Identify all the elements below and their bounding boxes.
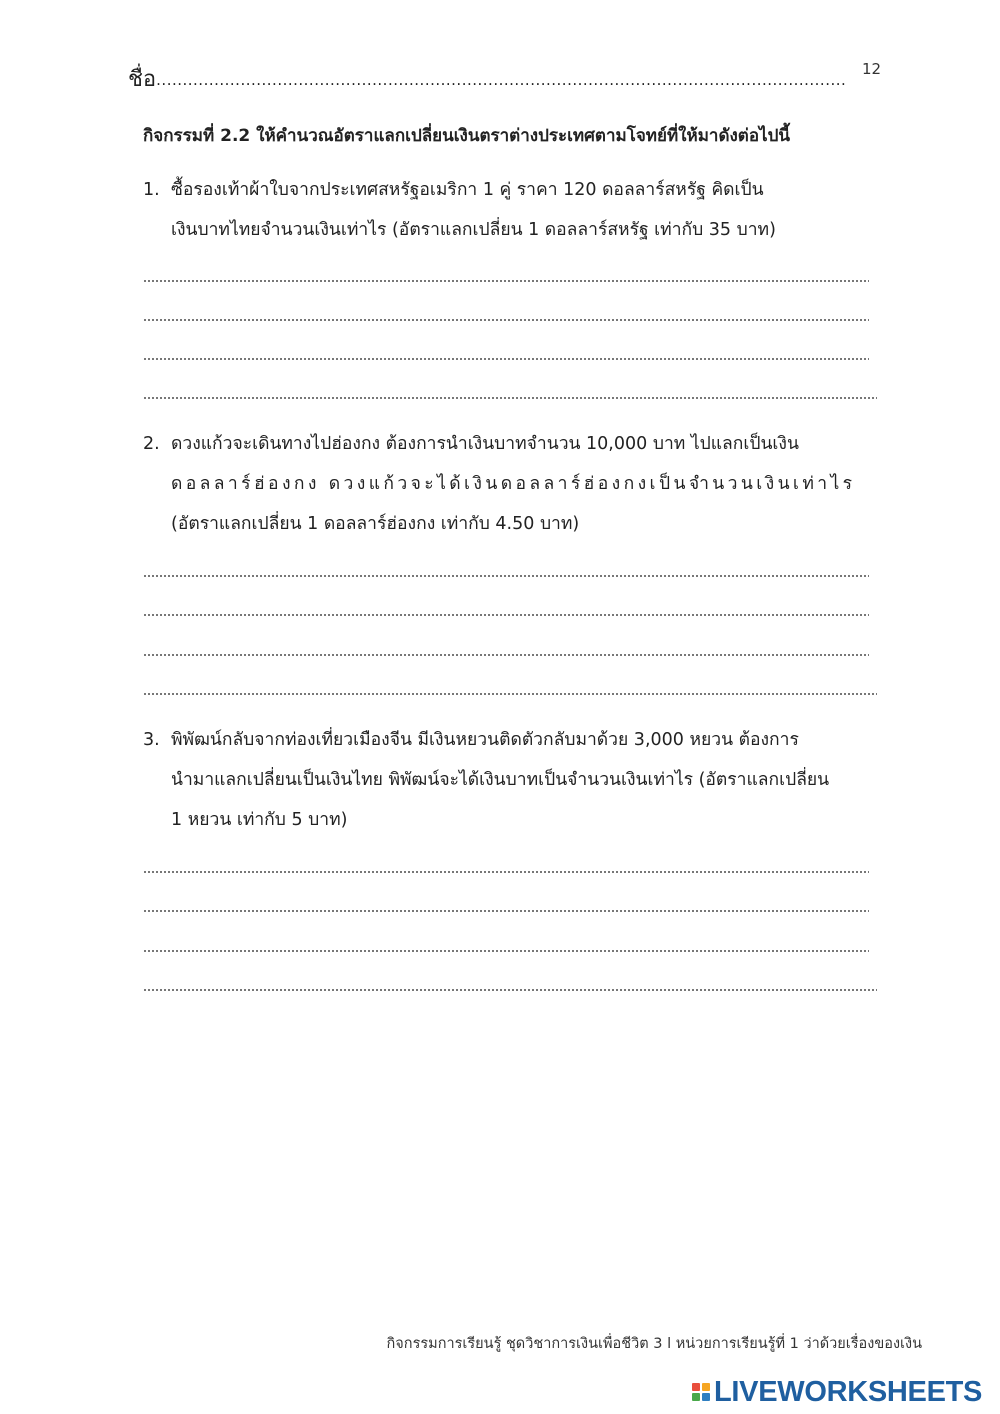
answer-line-q1-4[interactable] <box>143 397 877 399</box>
question-number: 1. <box>143 180 160 200</box>
page-number: 12 <box>862 60 882 78</box>
question-text-line: ดอลลาร์ฮ่องกง ดวงแก้วจะได้เงินดอลลาร์ฮ่องกงเป็นจำนวนเงินเท่าไร <box>171 474 856 494</box>
logo-square-orange <box>702 1383 710 1391</box>
answer-line-q2-3[interactable] <box>143 654 869 656</box>
question-number: 2. <box>143 434 160 454</box>
answer-line-q2-2[interactable] <box>143 614 869 616</box>
name-field[interactable]: ................................................................................................................................... <box>156 71 847 89</box>
answer-line-q2-1[interactable] <box>143 575 869 577</box>
question-number: 3. <box>143 730 160 750</box>
question-text-line: (อัตราแลกเปลี่ยน 1 ดอลลาร์ฮ่องกง เท่ากับ 4.50 บาท) <box>171 514 580 534</box>
liveworksheets-logo-icon <box>692 1383 710 1401</box>
answer-line-q1-2[interactable] <box>143 319 869 321</box>
answer-line-q2-4[interactable] <box>143 693 877 695</box>
question-text-line: พิพัฒน์กลับจากท่องเที่ยวเมืองจีน มีเงินหยวนติดตัวกลับมาด้วย 3,000 หยวน ต้องการ <box>171 730 799 750</box>
question-text-line: นำมาแลกเปลี่ยนเป็นเงินไทย พิพัฒน์จะได้เงินบาทเป็นจำนวนเงินเท่าไร (อัตราแลกเปลี่ยน <box>171 770 830 790</box>
name-row <box>128 60 848 100</box>
question-text-line: เงินบาทไทยจำนวนเงินเท่าไร (อัตราแลกเปลี่ยน 1 ดอลลาร์สหรัฐ เท่ากับ 35 บาท) <box>171 220 776 240</box>
logo-square-blue <box>702 1393 710 1401</box>
question-text-line: 1 หยวน เท่ากับ 5 บาท) <box>171 810 348 830</box>
answer-line-q3-2[interactable] <box>143 910 869 912</box>
question-text-line: ซื้อรองเท้าผ้าใบจากประเทศสหรัฐอเมริกา 1 คู่ ราคา 120 ดอลลาร์สหรัฐ คิดเป็น <box>171 180 764 200</box>
liveworksheets-brand[interactable] <box>692 1374 982 1410</box>
brand-name: LIVEWORKSHEETS <box>714 1375 983 1408</box>
answer-line-q3-3[interactable] <box>143 950 869 952</box>
question-2 <box>143 424 903 544</box>
logo-square-green <box>692 1393 700 1401</box>
question-1 <box>143 170 903 250</box>
answer-line-q1-1[interactable] <box>143 280 869 282</box>
answer-line-q3-4[interactable] <box>143 989 877 991</box>
question-3 <box>143 720 903 840</box>
answer-line-q3-1[interactable] <box>143 871 869 873</box>
footer-caption: กิจกรรมการเรียนรู้ ชุดวิชาการเงินเพื่อชีวิต 3 l หน่วยการเรียนรู้ที่ 1 ว่าด้วยเรื่องของเงิน <box>386 1336 922 1352</box>
question-text-line: ดวงแก้วจะเดินทางไปฮ่องกง ต้องการนำเงินบาทจำนวน 10,000 บาท ไปแลกเป็นเงิน <box>171 434 799 454</box>
activity-title: กิจกรรมที่ 2.2 ให้คำนวณอัตราแลกเปลี่ยนเงินตราต่างประเทศตามโจทย์ที่ให้มาดังต่อไปนี้ <box>143 126 790 146</box>
answer-line-q1-3[interactable] <box>143 358 869 360</box>
name-label: ชื่อ <box>128 67 157 92</box>
logo-square-red <box>692 1383 700 1391</box>
